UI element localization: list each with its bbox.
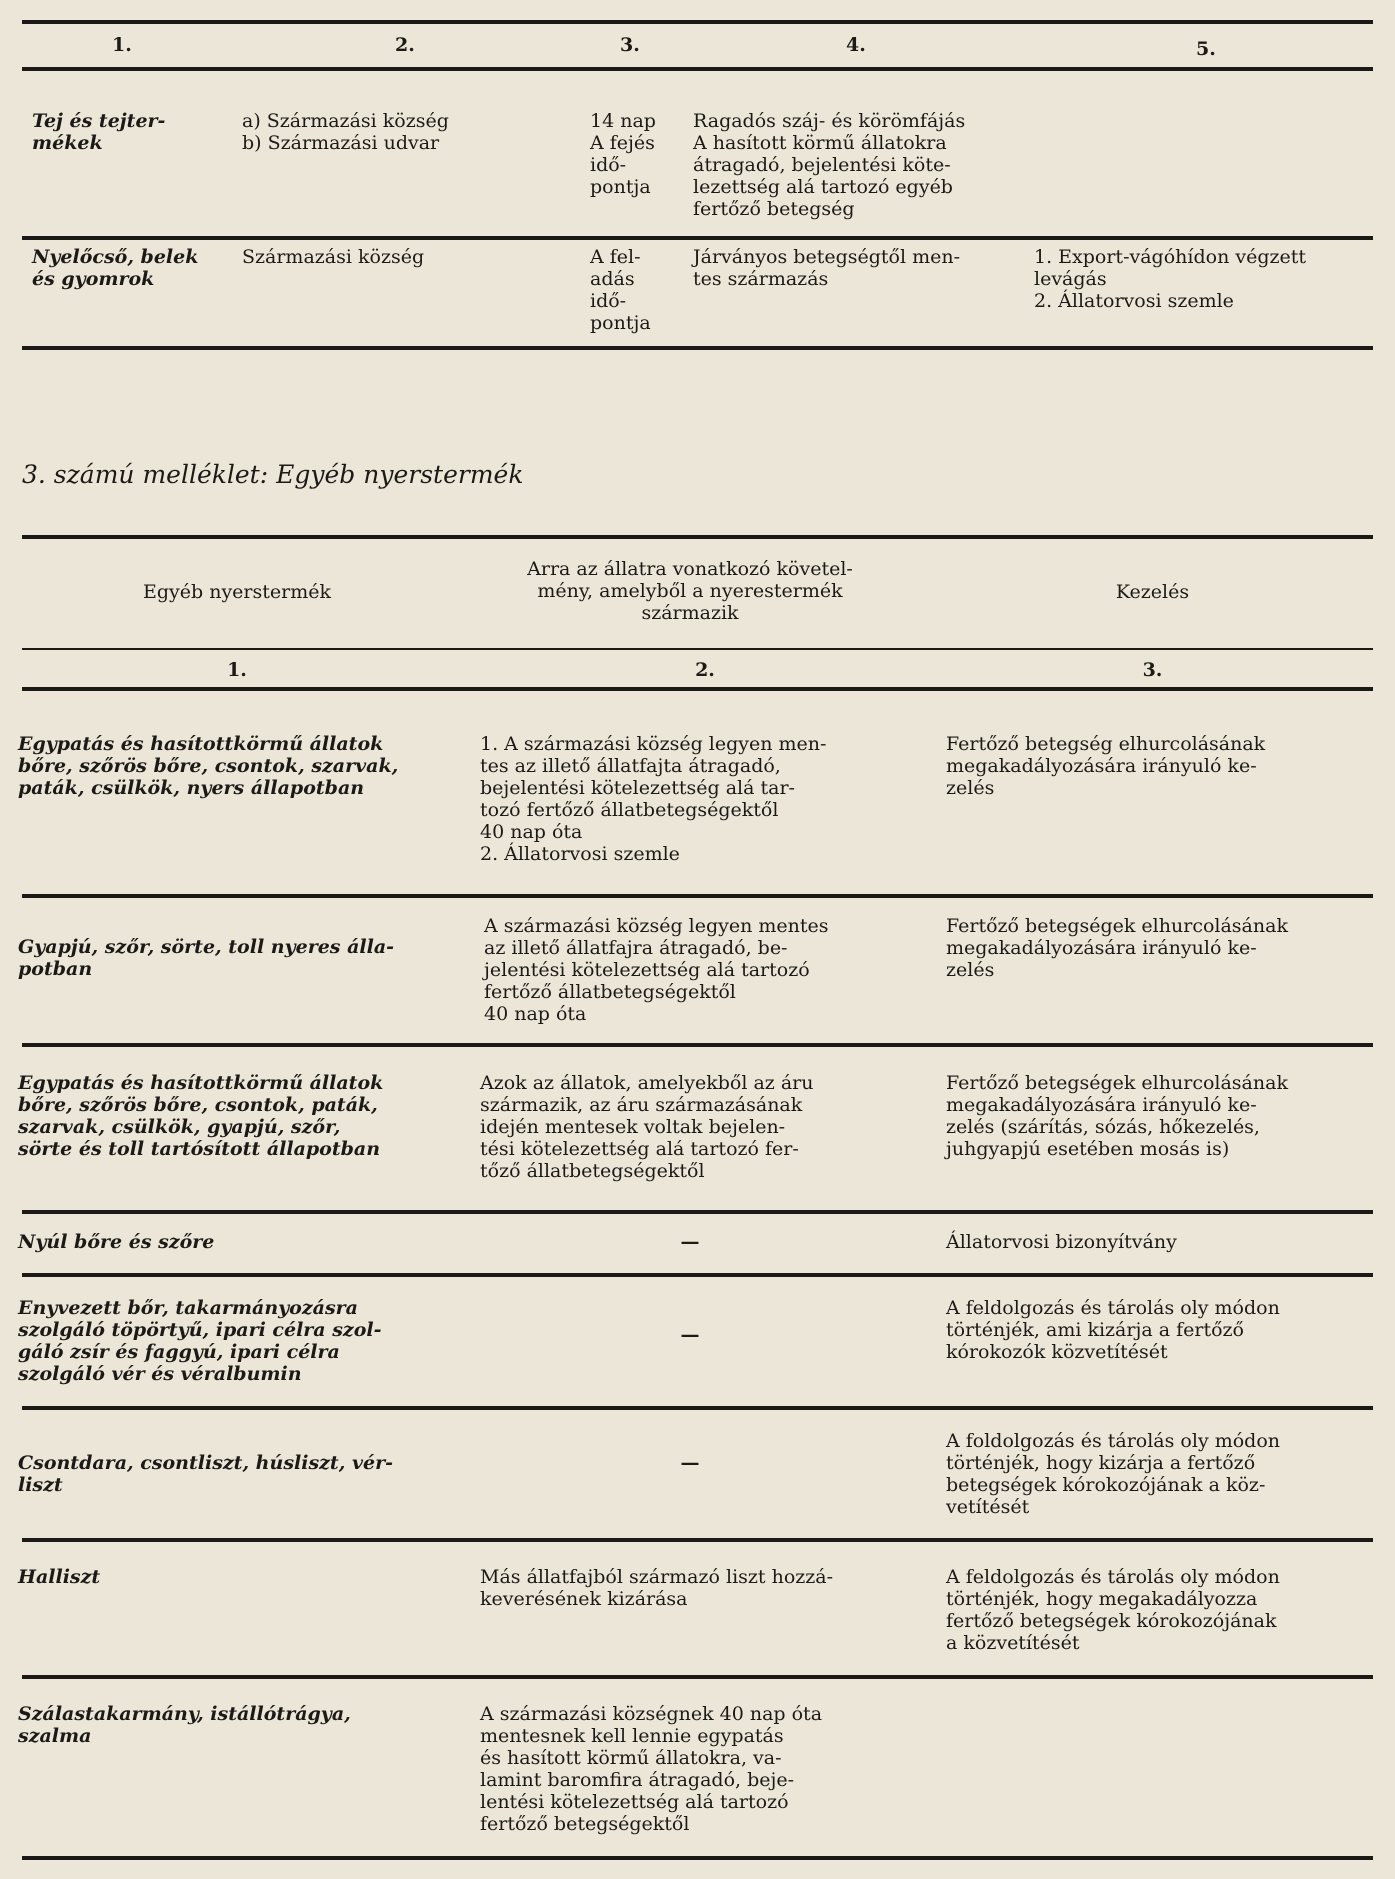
- row-requirement: 1. A származási község legyen men- tes az illető állatfajta átragadó, bejelentési kötelezettség alá tar- tozó fertőző állatbetegségektől 40 nap óta 2. Állatorvosi szemle: [480, 733, 827, 865]
- col-number-rule: [22, 687, 1373, 691]
- table1-bottom-rule: [22, 346, 1373, 350]
- row-treatment: Fertőző betegség elhurcolásának megakadályozására irányuló ke- zelés: [946, 733, 1266, 799]
- row-requirement: —: [680, 1452, 700, 1474]
- annex-top-rule: [22, 535, 1373, 539]
- row-rule: [22, 1043, 1373, 1047]
- col-number: 1.: [227, 659, 247, 681]
- row-rule: [22, 894, 1373, 898]
- row-treatment: A feldolgozás és tárolás oly módon történjék, hogy megakadályozza fertőző betegségek kórokozójának a közvetítését: [946, 1566, 1280, 1654]
- col-number: 2.: [695, 659, 715, 681]
- row-rule: [22, 1538, 1373, 1542]
- col-number: 3.: [1142, 659, 1163, 681]
- row-product: Csontdara, csontliszt, húsliszt, vér- liszt: [18, 1452, 393, 1496]
- table1-col-number: 4.: [846, 34, 866, 56]
- row-requirement: A származási községnek 40 nap óta mentesnek kell lennie egypatás és hasított körmű állatokra, va- lamint baromfira átragadó, beje- lentési kötelezettség alá tartozó fertőző betegségektől: [480, 1703, 823, 1835]
- row-rule: [22, 1406, 1373, 1410]
- row-requirement: Azok az állatok, amelyekből az áru származik, az áru származásának idején mentesek voltak bejelen- tési kötelezettség alá tartozó fer- tőző állatbetegségektől: [480, 1072, 814, 1182]
- header-requirement: Arra az állatra vonatkozó követel- mény, amelyből a nyerestermék származik: [527, 558, 853, 624]
- table1-row-requirement: Ragadós száj- és körömfájás A hasított körmű állatokra átragadó, bejelentési köte- lezettség alá tartozó egyéb fertőző betegség: [693, 110, 966, 220]
- row-treatment: Állatorvosi bizonyítvány: [946, 1231, 1177, 1253]
- row-treatment: A feldolgozás és tárolás oly módon történjék, ami kizárja a fertőző kórokozók közvetítését: [946, 1297, 1280, 1363]
- row-requirement: A származási község legyen mentes az illető állatfajra átragadó, be- jelentési kötelezettség alá tartozó fertőző állatbetegségektől 40 nap óta: [484, 915, 829, 1025]
- table1-row-treatment: 1. Export-vágóhídon végzett levágás 2. Állatorvosi szemle: [1034, 246, 1307, 312]
- header-product: Egyéb nyerstermék: [143, 581, 331, 603]
- table1-header-rule: [22, 67, 1373, 71]
- table1-col-number: 1.: [112, 34, 132, 56]
- table1-row-origin: Származási község: [242, 246, 425, 268]
- annex-bottom-rule: [22, 1856, 1373, 1860]
- table1-col-number: 2.: [395, 34, 415, 56]
- row-rule: [22, 1273, 1373, 1277]
- table1-col-number: 5.: [1196, 38, 1216, 60]
- row-requirement: —: [680, 1231, 700, 1253]
- table1-row-time: 14 nap A fejés idő- pontja: [590, 110, 656, 198]
- row-rule: [22, 1675, 1373, 1679]
- row-product: Halliszt: [18, 1566, 101, 1588]
- row-treatment: Fertőző betegségek elhurcolásának megakadályozására irányuló ke- zelés: [946, 915, 1288, 981]
- table1-row-time: A fel- adás idő- pontja: [590, 246, 651, 334]
- row-requirement: —: [680, 1324, 700, 1346]
- table1-top-rule: [22, 20, 1373, 24]
- row-product: Enyvezett bőr, takarmányozásra szolgáló töpörtyű, ipari célra szol- gáló zsír és faggyú, ipari célra szolgáló vér és véralbumin: [18, 1297, 382, 1385]
- row-product: Gyapjú, szőr, sörte, toll nyeres álla- potban: [18, 936, 395, 980]
- table1-row-product: Tej és tejter- mékek: [32, 110, 166, 154]
- row-requirement: Más állatfajból származó liszt hozzá- keverésének kizárása: [480, 1566, 834, 1610]
- row-treatment: A foldolgozás és tárolás oly módon történjék, hogy kizárja a fertőző betegségek kórokozójának a köz- vetítését: [946, 1430, 1281, 1518]
- table1-col-number: 3.: [620, 34, 640, 56]
- row-rule: [22, 1210, 1373, 1214]
- annex-caption: 3. számú melléklet: Egyéb nyerstermék: [22, 460, 524, 489]
- table1-row-rule: [22, 236, 1373, 240]
- table1-row-requirement: Járványos betegségtől men- tes származás: [693, 246, 961, 290]
- table1-row-product: Nyelőcső, belek és gyomrok: [32, 246, 199, 290]
- header-treatment: Kezelés: [1115, 581, 1190, 603]
- table1-row-origin: a) Származási község b) Származási udvar: [242, 110, 449, 154]
- row-product: Nyúl bőre és szőre: [18, 1231, 215, 1253]
- header-rule: [22, 648, 1373, 650]
- row-product: Egypatás és hasítottkörmű állatok bőre, szőrös bőre, csontok, paták, szarvak, csülkök, gyapjú, szőr, sörte és toll tartósított állapotban: [18, 1072, 384, 1160]
- row-treatment: Fertőző betegségek elhurcolásának megakadályozására irányuló ke- zelés (szárítás, sózás, hőkezelés, juhgyapjú esetében mosás is): [946, 1072, 1288, 1160]
- row-product: Szálastakarmány, istállótrágya, szalma: [18, 1703, 351, 1747]
- row-product: Egypatás és hasítottkörmű állatok bőre, szőrös bőre, csontok, szarvak, paták, csülkök, nyers állapotban: [18, 733, 399, 799]
